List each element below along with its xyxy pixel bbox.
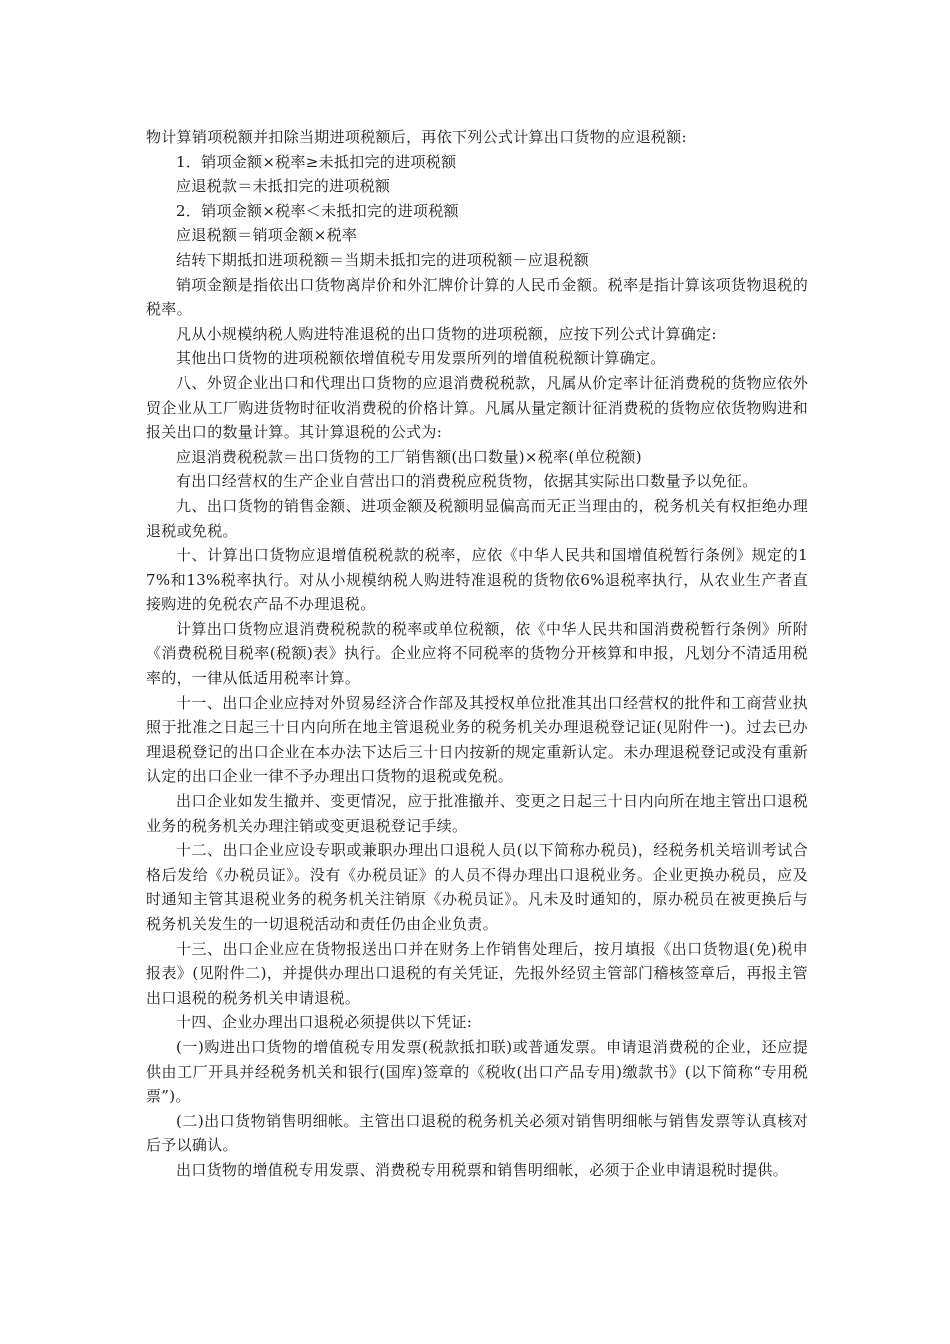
- paragraph: 计算出口货物应退消费税税款的税率或单位税额，依《中华人民共和国消费税暂行条例》所附《消费税税目税率(税额)表》执行。企业应将不同税率的货物分开核算和申报，凡划分不清适用税率的，一律从低适用税率计算。: [146, 619, 808, 688]
- paragraph: (一)购进出口货物的增值税专用发票(税款抵扣联)或普通发票。申请退消费税的企业，还应提供由工厂开具并经税务机关和银行(国库)签章的《税收(出口产品专用)缴款书》(以下简称“专用税票”)。: [146, 1037, 808, 1106]
- document-body: [146, 125, 808, 1183]
- paragraph: 物计算销项税额并扣除当期进项税额后，再依下列公式计算出口货物的应退税额:: [146, 128, 687, 146]
- paragraph: 九、出口货物的销售金额、进项金额及税额明显偏高而无正当理由的，税务机关有权拒绝办理退税或免税。: [146, 496, 808, 540]
- paragraph: 十二、出口企业应设专职或兼职办理出口退税人员(以下简称办税员)，经税务机关培训考试合格后发给《办税员证》。没有《办税员证》的人员不得办理出口退税业务。企业更换办税员，应及时通知主管其退税业务的税务机关注销原《办税员证》。凡未及时通知的，原办税员在被更换后与税务机关发生的一切退税活动和责任仍由企业负责。: [146, 841, 808, 933]
- paragraph: 应退税款＝未抵扣完的进项税额: [176, 177, 391, 196]
- paragraph: 十、计算出口货物应退增值税税款的税率，应依《中华人民共和国增值税暂行条例》规定的17%和13%税率执行。对从小规模纳税人购进特准退税的货物依6%退税率执行，从农业生产者直接购进的免税农产品不办理退税。: [146, 546, 808, 614]
- paragraph: 有出口经营权的生产企业自营出口的消费税应税货物，依据其实际出口数量予以免征。: [176, 472, 758, 491]
- paragraph: 八、外贸企业出口和代理出口货物的应退消费税税款，凡属从价定率计征消费税的货物应依外贸企业从工厂购进货物时征收消费税的价格计算。凡属从量定额计征消费税的货物应依货物购进和报关出口的数量计算。其计算退税的公式为:: [146, 373, 808, 442]
- paragraph: 1．销项金额×税率≥未抵扣完的进项税额: [176, 152, 457, 171]
- paragraph: 应退消费税税款＝出口货物的工厂销售额(出口数量)×税率(单位税额): [176, 447, 642, 466]
- paragraph: 结转下期抵扣进项税额＝当期未抵扣完的进项税额－应退税额: [176, 250, 590, 269]
- paragraph: 其他出口货物的进项税额依增值税专用发票所列的增值税税额计算确定。: [176, 349, 666, 368]
- paragraph: 出口企业如发生撤并、变更情况，应于批准撤并、变更之日起三十日内向所在地主管出口退税业务的税务机关办理注销或变更退税登记手续。: [146, 792, 808, 835]
- paragraph: 2．销项金额×税率＜未抵扣完的进项税额: [176, 201, 459, 220]
- paragraph: 凡从小规模纳税人购进特准退税的出口货物的进项税额，应按下列公式计算确定:: [176, 324, 717, 343]
- paragraph: 十三、出口企业应在货物报送出口并在财务上作销售处理后，按月填报《出口货物退(免)税申报表》(见附件二)，并提供办理出口退税的有关凭证，先报外经贸主管部门稽核签章后，再报主管出口退税的税务机关申请退税。: [146, 939, 808, 1007]
- paragraph: (二)出口货物销售明细帐。主管出口退税的税务机关必须对销售明细帐与销售发票等认真核对后予以确认。: [146, 1111, 808, 1155]
- paragraph: 出口货物的增值税专用发票、消费税专用税票和销售明细帐，必须于企业申请退税时提供。: [176, 1160, 789, 1179]
- paragraph: 十一、出口企业应持对外贸易经济合作部及其授权单位批准其出口经营权的批件和工商营业执照于批准之日起三十日内向所在地主管退税业务的税务机关办理退税登记证(见附件一)。过去已办理退税登记的出口企业在本办法下达后三十日内按新的规定重新认定。未办理退税登记或没有重新认定的出口企业一律不予办理出口货物的退税或免税。: [146, 693, 808, 786]
- paragraph: 应退税额＝销项金额×税率: [176, 226, 358, 245]
- paragraph: 销项金额是指依出口货物离岸价和外汇牌价计算的人民币金额。税率是指计算该项货物退税的税率。: [146, 275, 808, 319]
- paragraph: 十四、企业办理出口退税必须提供以下凭证:: [176, 1013, 473, 1032]
